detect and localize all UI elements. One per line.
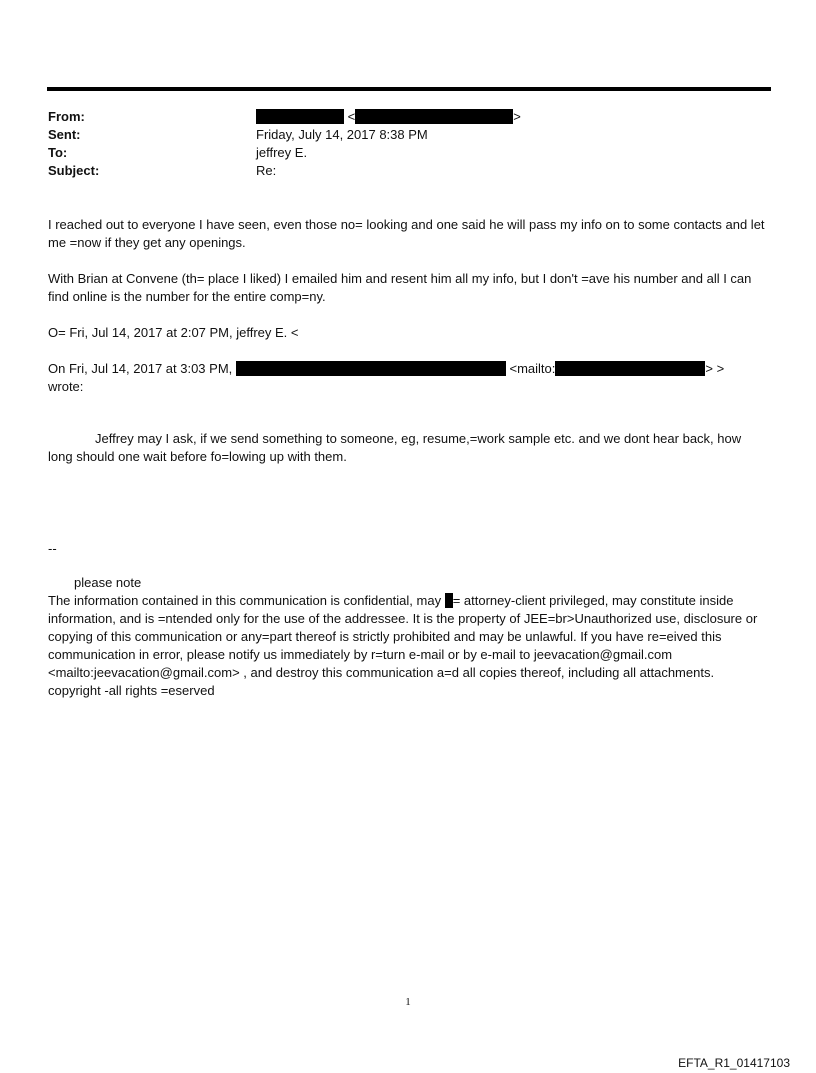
body-paragraph: I reached out to everyone I have seen, even those no= looking and one said he will pass my info on to some contacts and let me =now if they get any openings. [48, 217, 765, 250]
disclaimer [48, 592, 768, 700]
quote-date: On Fri, Jul 14, 2017 at 3:03 PM, [48, 361, 236, 376]
redaction-block [355, 109, 513, 124]
subject-label: Subject: [48, 163, 100, 178]
header-rule [47, 87, 771, 91]
from-row [48, 108, 768, 126]
sent-row [48, 126, 768, 144]
bates-number: EFTA_R1_01417103 [678, 1056, 790, 1070]
note-title: please note [74, 575, 142, 590]
to-value: jeffrey E. [256, 145, 308, 160]
to-label: To: [48, 145, 68, 160]
quote-header [48, 360, 768, 396]
redaction-block [256, 109, 344, 124]
sent-label: Sent: [48, 127, 81, 142]
page-number: 1 [405, 996, 411, 1008]
sent-value: Friday, July 14, 2017 8:38 PM [256, 127, 428, 142]
from-label: From: [48, 109, 85, 124]
from-lt: < [347, 109, 356, 124]
subject-value: Re: [256, 163, 277, 178]
from-value [256, 108, 768, 126]
quoted-paragraph: Jeffrey may I ask, if we send something to someone, eg, resume,=work sample etc. and we dont hear back, how long should one wait before fo=lowing up with them. [48, 431, 742, 464]
redaction-block [236, 361, 506, 376]
quote-header: O= Fri, Jul 14, 2017 at 2:07 PM, jeffrey E. < [48, 325, 299, 340]
to-row [48, 144, 768, 162]
quote-mailto: <mailto: [505, 361, 556, 376]
email-header [48, 108, 768, 180]
disclaimer-text-b: = attorney-client privileged, may constitute inside information, and is =ntended only for the use of the addressee. It is the property of JEE=br>Unauthorized use, disclosure or copying of this communication or any=part thereof is strictly prohibited and may be unlawful. If you have re=eived this communication in error, please notify us immediately by r=turn e-mail or by e-mail to jeevacation@gmail.com <mailto:jeevacation@gmail.com> , and destroy this communication a=d all copies thereof, including all attachments. copyright -all rights =eserved [48, 593, 758, 698]
disclaimer-text-a: The information contained in this communication is confidential, may [48, 593, 445, 608]
body-paragraph: With Brian at Convene (th= place I liked) I emailed him and resent him all my info, but I don't =ave his number and all I can find online is the number for the entire comp=ny. [48, 271, 752, 304]
signature-separator: -- [48, 541, 57, 556]
redaction-block [555, 361, 705, 376]
subject-row [48, 162, 768, 180]
quote-wrote: wrote: [48, 379, 84, 394]
from-gt: > [513, 109, 521, 124]
quote-end: > > [705, 361, 725, 376]
redaction-block [445, 593, 453, 608]
